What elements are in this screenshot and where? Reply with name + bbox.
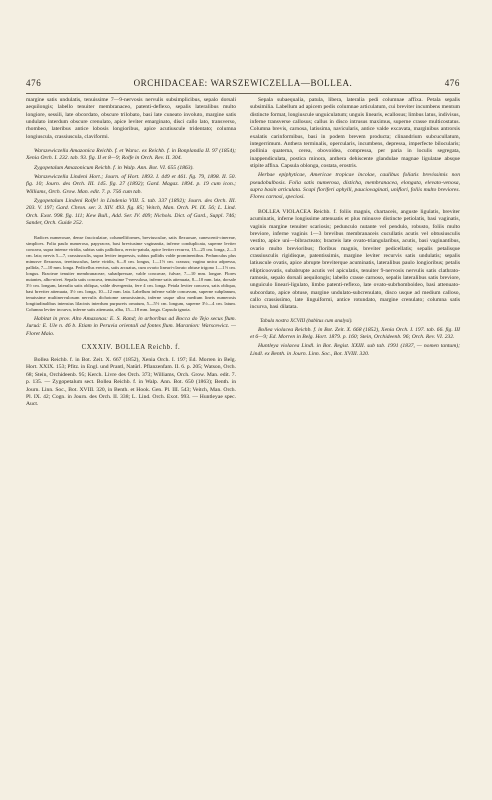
genus-habit: Herbae epiphyticae, Americae tropicae incolae, caulibus foliatis brevissimis non pseudobulbosis. Folia satis numerosa, disticha, membranacea, elongata, elevato-venosa, supra basin articulata. Scapi floriferi aphylli, pauciovaginati, uniflori, foliis multo breviores. Flores carnosi, speciosi. — [250, 172, 460, 201]
species-synonym-2: Huntleya violacea Lindl. in Bot. Regist. XXIII. sub tab. 1991 (1837, — nomen tantum); Lindl. ex Benth. in Journ. Linn. Soc., Bot. XVIII. 320. — [250, 343, 460, 357]
synonym-1: Warszewiczella Amazonica Reichb. f. et Warsc. ex Reichb. f. in Bonplandia II. 97 (1854); Xenia Orch. I. 232. tab. 93. fig. II et 8—9; Rolfe in Orch. Rev. II. 304. — [26, 148, 236, 162]
genus-references: Bollea Reichb. f. in Bot. Zeit. X. 667 (1852), Xenia Orch. I. 197; Ed. Morren in Belg. Hort. XXIX. 153; Pfitz. in Engl. und Prantl, Natürl. Pflanzenfam. II. 6. p. 205; Watson, Orch. 68; Stein, Orchideenb. 95; Kerch. Livre des Orch. 373; Williams, Orch. Grow. Man. edit. 7. p. 135. — Zygopetalum sect. Bollea Reichb. f. in Walp. Ann. Bot. 650 (1863); Benth. in Journ. Linn. Soc., Bot. XVIII. 320, in Benth. et Hook. Gen. Pl. III. 543; Veitch, Man. Orch. Pl. IX. 42; Cogn. in Journ. des Orch. II. 338; L. Lind. Orch. Exot. 993. — Huntleyae spec. Auct. — [26, 357, 236, 408]
detailed-description: Radices numerosae, dense fasciculatae, columelliformes, breviusculae, satis flexuosae, canescenti-cinereae, simplices. Folia paulo numerosa, papyracea, basi breviusime vaginantia, inferne conduplicata, superne leviter concava, supra intense viridia, subtus satis pallidiora, erecto-patula, apice leviter recurva, 15—25 cm. longa, 2—3 cm. lata; nervis 5—7, crassiusculis, supra leviter impressis, subtus pallidis valde prominentibus. Pedunculus plus minusve flexuosus, teretiusculus, laete viridis, 6—8 cm. longus, 1—1½ cm. crassus; vagina unica adpressa, pallida, 7—10 mm. longa. Pedicellus erectus, satis arcuatus, cum ovario lineari-clavato obtuse trigono 1—1½ cm. longus. Bracteae tenuiter membranaceae, subadpressae, valde concavae, fulvae, 7—10 mm. longae. Flores nutantes, albo-nivei. Sepala satis concava, tenuissime 7-nervulosa, inferne satis attenuata, 8—10 mm. lata, dorsale 3½ cm. longum, lateralia satis obliqua, valde divergentia, fere 4 cm. longa. Petala leviter concava, satis obliqua, basi breviter attenuata, 3½ cm. longa, 10—12 mm. lata. Labellum inferne valde concavum, superne subplanum, tenuissime multinervulosum nervulis dichotome ramosissimis, inferne usque ultra medium lineis numerosis longitudinalibus intensius lilacinis interdum purpureis ornatum, 5—5½ cm. longum, superne 3½—4 cm. latum. Columna leviter incurva, inferne satis attenuata, alba, 15—18 mm. longa. Capsula ignota. — [26, 234, 236, 313]
plate-reference: Tabula nostra XCVIII (habitus cum analysi). — [260, 317, 353, 324]
right-column — [250, 97, 460, 360]
left-column — [26, 97, 236, 411]
genus-description: Sepala subaequalia, patula, libera, lateralia pedi columnae affixa. Petala sepalis subsimilia. Labellum ad apicem pedis columnae articulatum, cui breviter incumbens mentum distincte format, longiuscule unguiculatum; unguis linearis, ecallosus; limbus latus, indivisus, inferne transverse callosus; callus in disco intrusus maximus, superne crasse multicostatus. Columna brevis, carnosa, latissima, navicularis, antice valde excavata, marginibus antrorsis exalatis carinformibus, basi in podem brevem producta; clinandrium subcucullatum, integerrimum. Anthera terminalis, opercularis, incumbens, depressa, imperfecte bilocularis; pollinia quaterna, cerea, obovoidea, compressa, per paria in loculis segregata, inappendiculata, postica minora, anthera dehiscente glandulae magnae ligulatae absque stipite affixa. Capsula oblonga, costata, erostris. — [250, 97, 460, 170]
page-number-left: 476 — [26, 78, 42, 88]
running-header — [26, 78, 460, 92]
synonym-2: Zygopetalum Amazonicum Reichb. f. in Walp. Ann. Bot. VI. 655 (1863). — [34, 164, 194, 171]
synonym-4: Zygopetalum Lindeni Rolfe! in Lindenia VIII. 5. tab. 337 (1892); Journ. des Orch. III. 203. V. 197; Gard. Chron. ser. 3. XIV. 493. fig. 85; Veitch, Man. Orch. Pl. IX. 56; L. Lind. Orch. Exot. 998. fig. 111; Kew Bull., Add. Ser. IV. 409; Nichols. Dict. of Gard., Suppl. 746; Sander, Orch. Guide 252. — [26, 198, 236, 227]
running-title: ORCHIDACEAE: WARSZEWICZELLA—BOLLEA. — [133, 78, 353, 88]
genus-heading: CXXXIV. BOLLEA Reichb. f. — [81, 344, 181, 352]
page-number-right: 476 — [444, 78, 460, 88]
species-synonym-1: Bollea violacea Reichb. f. in Bot. Zeit. X. 668 (1852), Xenia Orch. I. 197. tab. 66. fig. III et 6—9; Ed. Morren in Belg. Hort. 1879. p. 160; Stein, Orchideenb. 96; Orch. Rev. VI. 232. — [250, 326, 460, 340]
species-diagnosis: BOLLEA VIOLACEA Reichb. f. foliis magnis, chartaceis, angustе ligulatis, breviter acuminatis, inferne longissime attenuatis et plus minusve distincte petiolatis, basi vaginatis, vaginis margine tenuiter scariosis; pedunculo nutante vel pendulo, robusto, foliis multo breviore, inferne vaginis 1—3 brevibus membranaceis cucullatis acutis vel obtusiusculis vestito, apice uni—bibracteato; bracteis late ovato-triangularibus, acutis, basi vaginantibus, ovario multo brevioribus; floribus magnis, breviter pedicellatis; sepalis petalisque crassiusculis rigidisque, patentissimis, margine leviter recurvis satis undulatis; sepalis latiuscule ovatis, apice abrupte breviterque acuminatis, lateralibus paulo longioribus; petalis ellipticoovatis, subabrupte acutis vel apiculatis, tenuiter 9-nervosis nervulis satis clathrato-ramosis, sepalo dorsali aequilongis; labello crasse carnoso, sepalis lateralibus satis breviore, unguiculo lineari-ligulato, limbo patenti-reflexo, late ovato-subrhomboideo, basi attenuato-subcordato, apice obtuse, margine undulato-subcrenulato, disco usque ad medium calloso, callo crassissimo, late linguiformi, antice rotundato, margine crenulato; columna satis incurva, basi dilatata. — [250, 208, 460, 311]
habitat: Habitat in prov. Alto Amazonas: E. S. Rand; in arboribus ad Bocca do Tejo secus flum. Juruá: E. Ule n. 46 b. Etiam in Peruvia orientali ad fontes flum. Maranion: Warscewicz. — Floret Maio. — [26, 316, 236, 337]
header-rule — [26, 93, 460, 94]
description-continued: margine satis undulatis, tenuissime 7—9-nervosis nervulis subsimplicibus, sepalo dorsali aequilongis; labello tenuiter membranaceo, patenti-deflexo, sepalis lateralibus multo longiore, sessili, late obcordato, obscure trilobato, basi late cuneato involuto, margine satis undulato interdum obscure crenulato, apice leviter emarginato, disci callo lato, transverso, rhombeo, lateribus antice lobosis longioribus, apice acutiuscule tridentato; columna longiuscula, crassiuscula, claviformi. — [26, 97, 236, 140]
synonym-3: Warszewiczella Lindeni Hort.; Journ. of Hort. 1893. I. 449 et 461. fig. 79, 1898. II. 50. fig. 10; Journ. des Orch. III. 145. fig. 27 (1892); Gard. Magaz. 1894. p. 19 cum icon.; Williams, Orch. Grow. Man. edit. 7. p. 756 cum tab. — [26, 174, 236, 195]
